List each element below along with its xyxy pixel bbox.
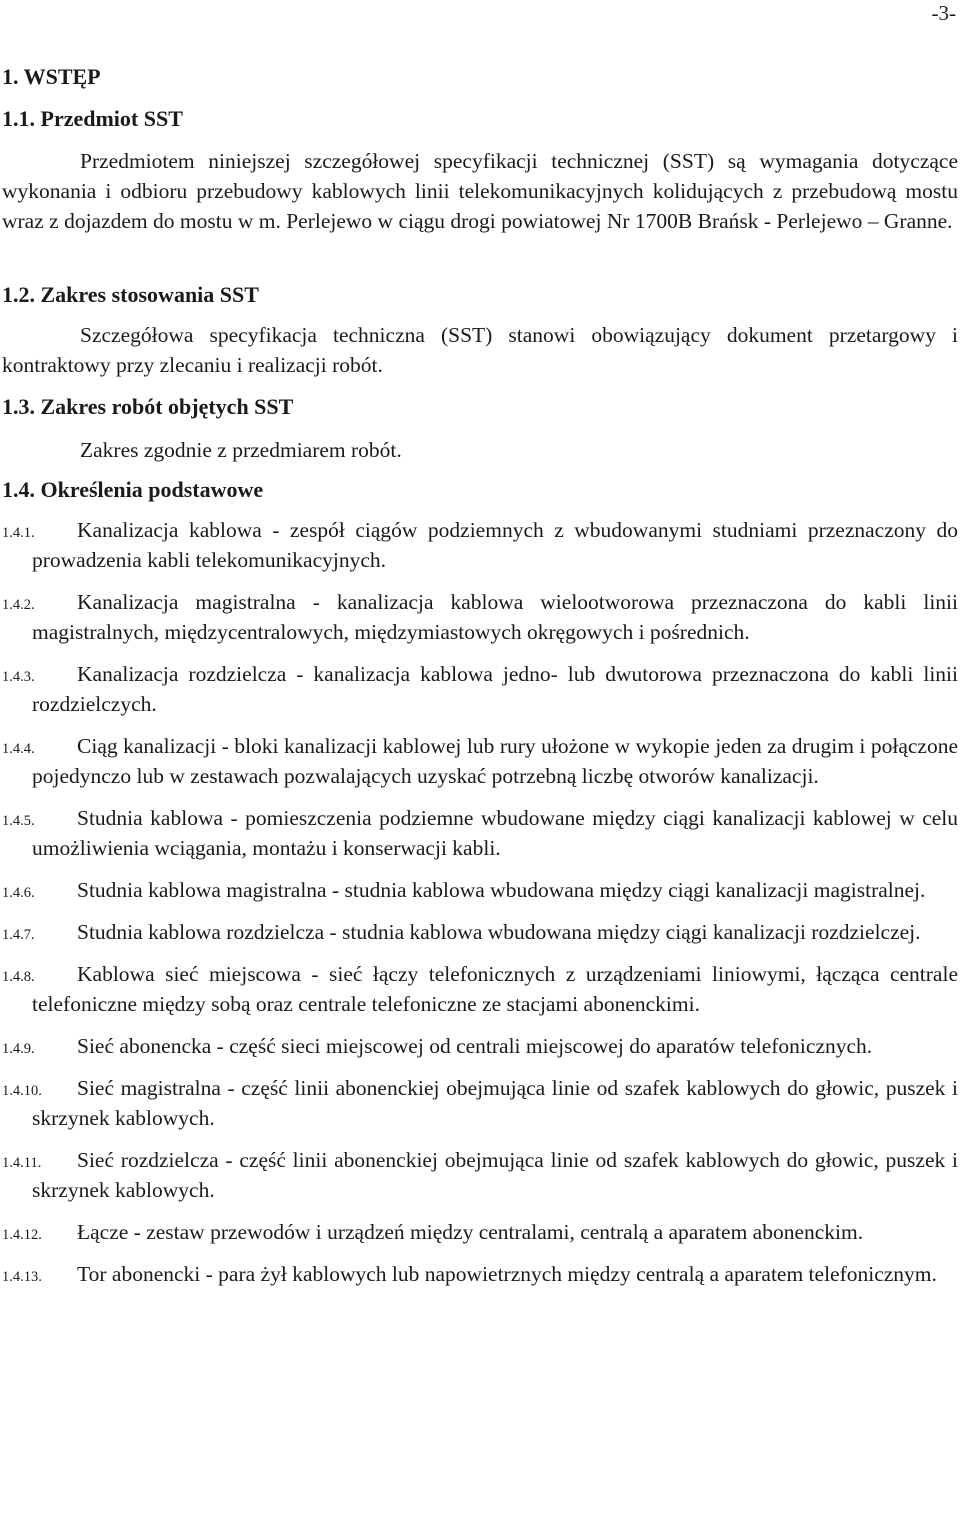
section-1-2-text: Szczegółowa specyfikacja techniczna (SST) stanowi obowiązujący dokument przetargowy i kontraktowy przy zlecaniu i realizacji robót. [2,323,958,377]
definition-number: 1.4.9. [2,1041,35,1057]
definition-item [0,587,960,647]
definition-item [0,1217,960,1247]
definition-number: 1.4.4. [2,741,35,757]
definition-text: Kanalizacja kablowa - zespół ciągów podziemnych z wbudowanymi studniami przeznaczony do prowadzenia kabli telekomunikacyjnych. [32,518,958,572]
definition-text: Sieć abonencka - część sieci miejscowej od centrali miejscowej do aparatów telefonicznych. [77,1034,873,1058]
definition-text: Ciąg kanalizacji - bloki kanalizacji kablowej lub rury ułożone w wykopie jeden za drugim i połączone pojedynczo lub w zestawach pozwalających uzyskać potrzebną liczbę otworów kanalizacji. [32,734,958,788]
definition-item [0,1145,960,1205]
definition-item [0,1031,960,1061]
section-1-4-title: 1.4. Określenia podstawowe [2,477,264,502]
definition-number: 1.4.10. [2,1083,42,1099]
definition-item [0,515,960,575]
definition-number: 1.4.2. [2,597,35,613]
definition-number: 1.4.1. [2,525,35,541]
definition-number: 1.4.5. [2,813,35,829]
definition-item [0,731,960,791]
definitions-list [0,515,960,1301]
section-1-3-title: 1.3. Zakres robót objętych SST [2,394,294,419]
definition-number: 1.4.12. [2,1227,42,1243]
definition-text: Studnia kablowa rozdzielcza - studnia kablowa wbudowana między ciągi kanalizacji rozdzielczej. [77,920,921,944]
section-1-1-title: 1.1. Przedmiot SST [2,106,183,131]
definition-item [0,875,960,905]
definition-text: Sieć magistralna - część linii abonenckiej obejmująca linie od szafek kablowych do głowic, puszek i skrzynek kablowych. [32,1076,958,1130]
definition-number: 1.4.8. [2,969,35,985]
page-number: -3- [931,1,956,25]
definition-text: Studnia kablowa magistralna - studnia kablowa wbudowana między ciągi kanalizacji magistralnej. [77,878,926,902]
definition-item [0,659,960,719]
definition-item [0,803,960,863]
definition-text: Tor abonencki - para żył kablowych lub napowietrznych między centralą a aparatem telefonicznym. [77,1262,937,1286]
definition-text: Sieć rozdzielcza - część linii abonenckiej obejmująca linie od szafek kablowych do głowic, puszek i skrzynek kablowych. [32,1148,958,1202]
definition-number: 1.4.3. [2,669,35,685]
section-1-1-text: Przedmiotem niniejszej szczegółowej specyfikacji technicznej (SST) są wymagania dotyczące wykonania i odbioru przebudowy kablowych linii telekomunikacyjnych kolidujących z przebudową mostu wraz z dojazdem do mostu w m. Perlejewo w ciągu drogi powiatowej Nr 1700B Brańsk - Perlejewo – Granne. [2,149,958,233]
definition-item [0,1259,960,1289]
definition-text: Kanalizacja rozdzielcza - kanalizacja kablowa jedno- lub dwutorowa przeznaczona do kabli linii rozdzielczych. [32,662,958,716]
definition-number: 1.4.6. [2,885,35,901]
chapter-heading: 1. WSTĘP [2,64,101,89]
definition-item [0,959,960,1019]
definition-number: 1.4.11. [2,1155,42,1171]
definition-item [0,1073,960,1133]
definition-item [0,917,960,947]
definition-text: Studnia kablowa - pomieszczenia podziemne wbudowane między ciągi kanalizacji kablowej w celu umożliwienia wciągania, montażu i konserwacji kabli. [32,806,958,860]
definition-text: Kablowa sieć miejscowa - sieć łączy telefonicznych z urządzeniami liniowymi, łącząca centrale telefoniczne między sobą oraz centrale telefoniczne ze stacjami abonenckimi. [32,962,958,1016]
definition-text: Łącze - zestaw przewodów i urządzeń między centralami, centralą a aparatem abonenckim. [77,1220,864,1244]
section-1-2-title: 1.2. Zakres stosowania SST [2,282,259,307]
definition-text: Kanalizacja magistralna - kanalizacja kablowa wielootworowa przeznaczona do kabli linii magistralnych, międzycentralowych, międzymiastowych okręgowych i pośrednich. [32,590,958,644]
section-1-3-text: Zakres zgodnie z przedmiarem robót. [80,438,402,462]
definition-number: 1.4.13. [2,1269,42,1285]
definition-number: 1.4.7. [2,927,35,943]
